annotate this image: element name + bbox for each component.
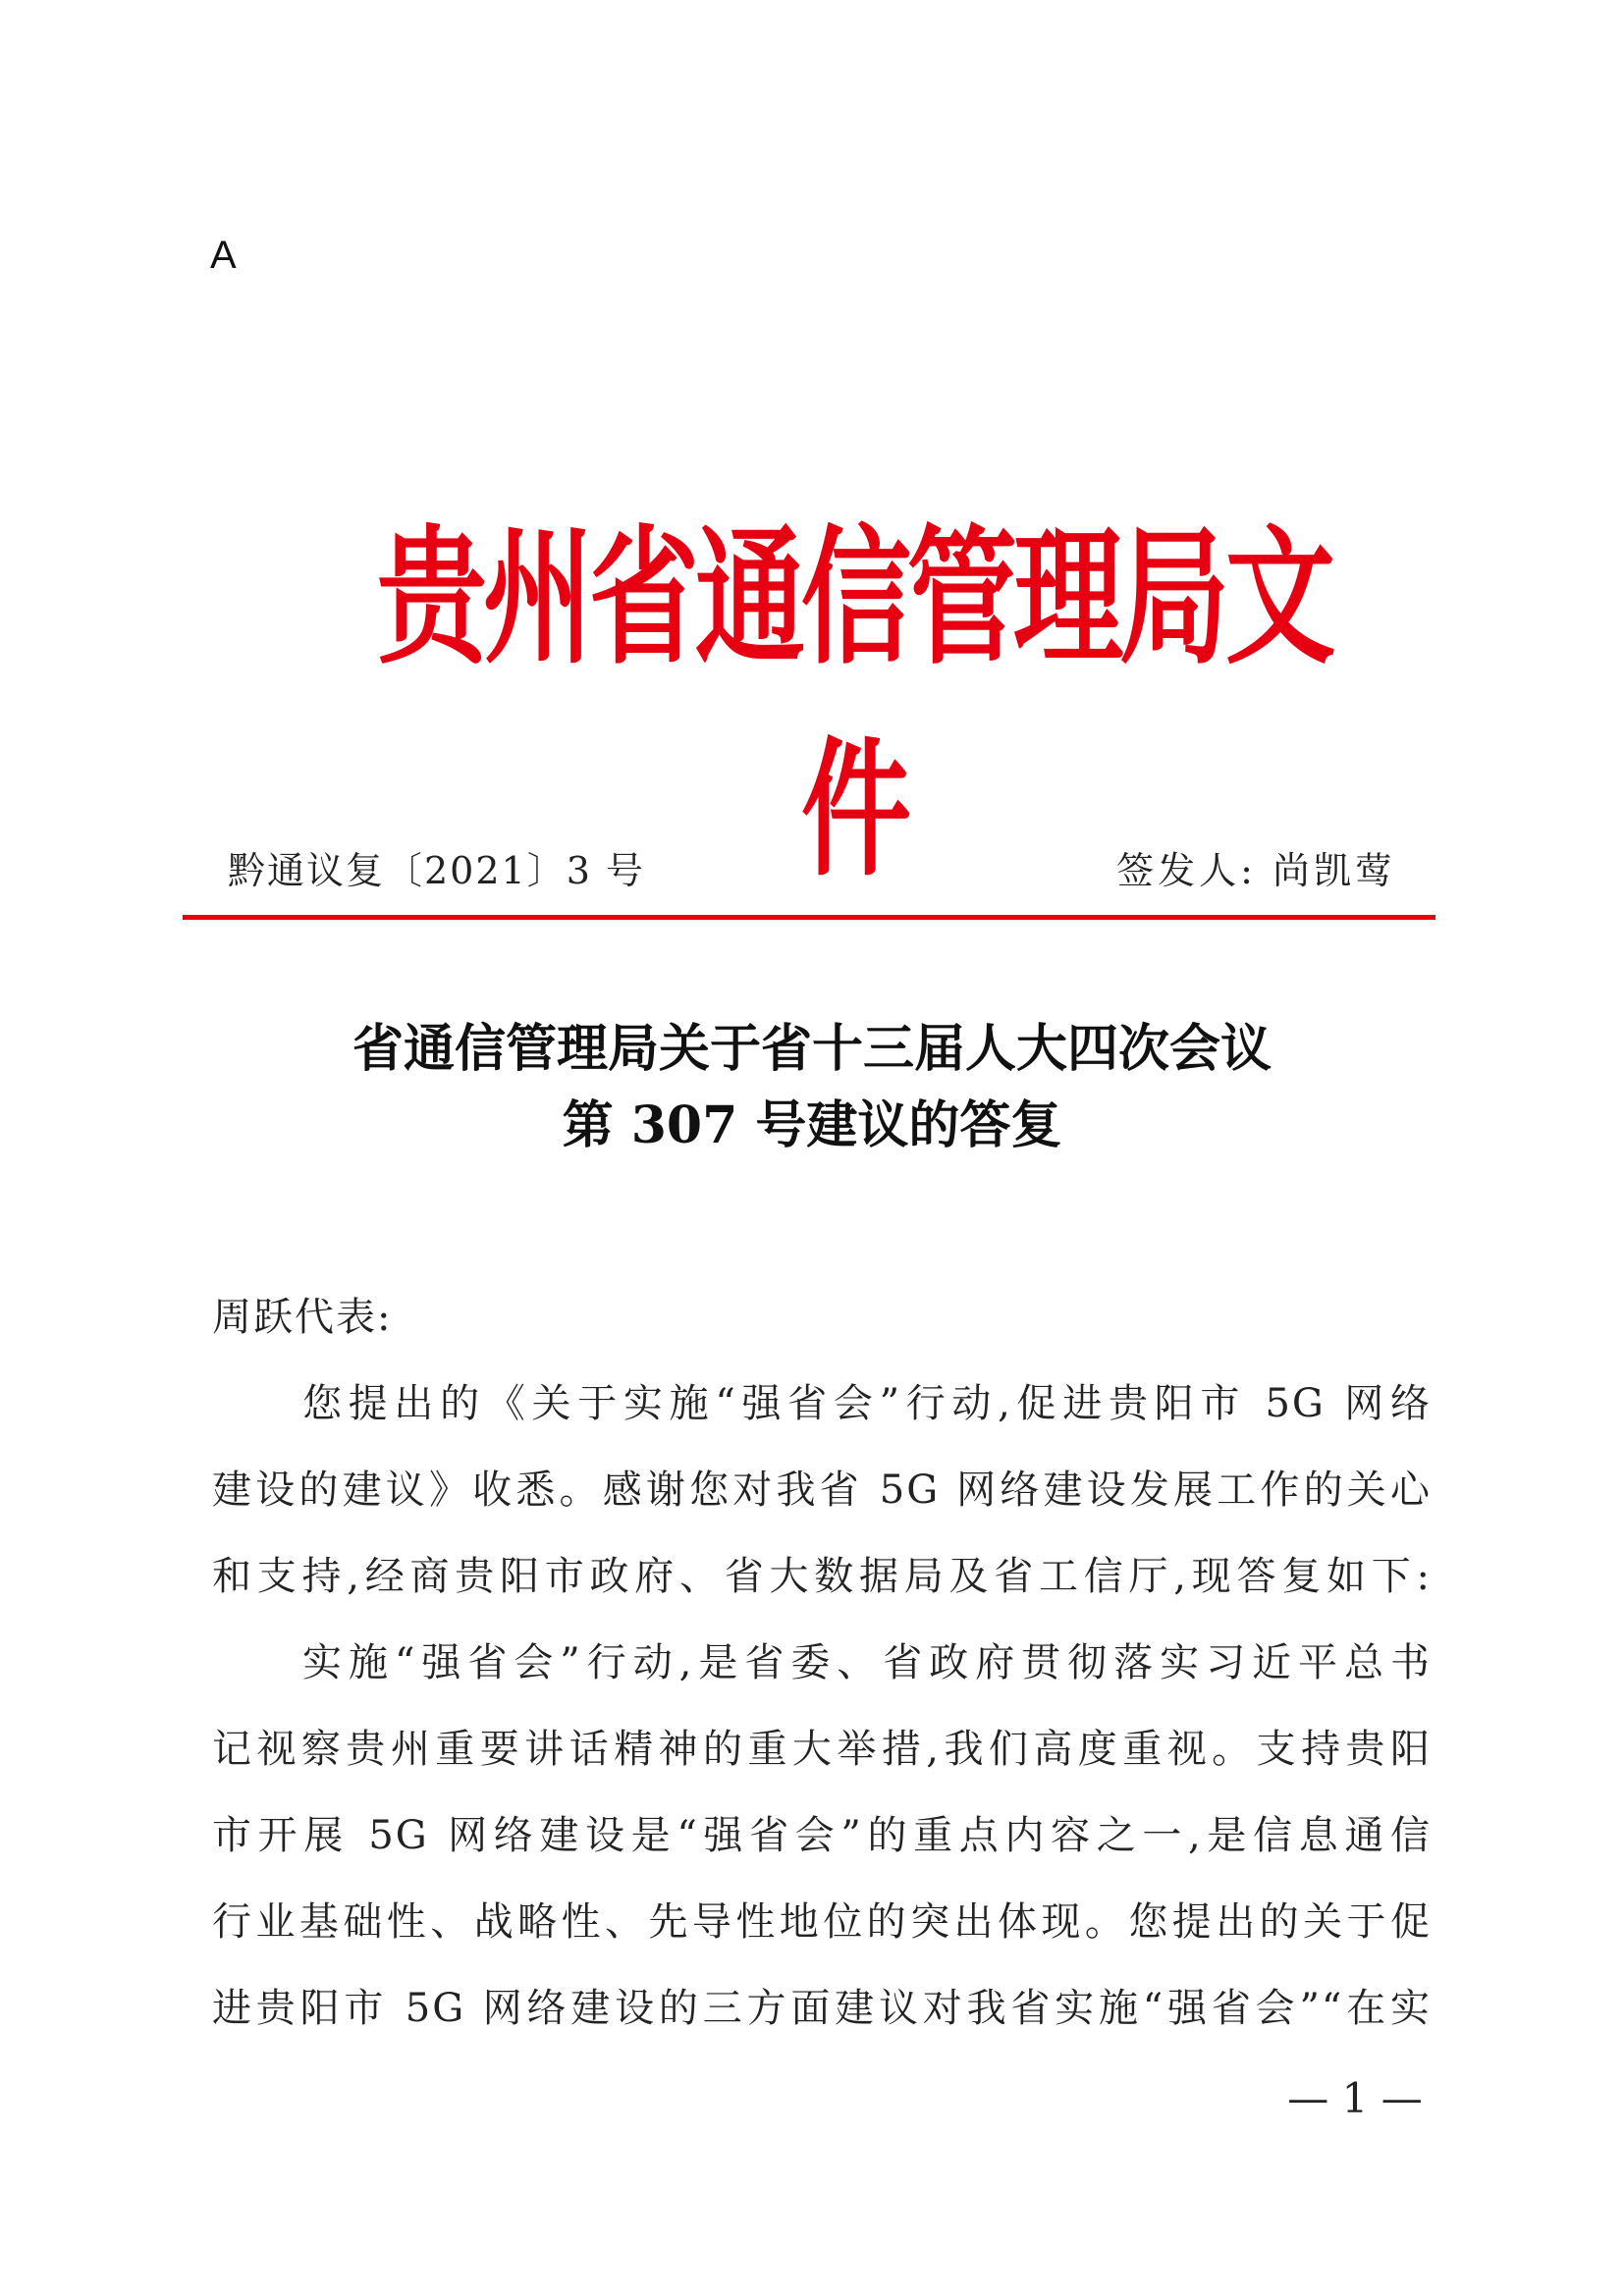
paragraph-1-line: 您提出的《关于实施“强省会”行动,促进贵阳市 5G 网络 [302,1381,1432,1426]
document-title-line-2: 第 307 号建议的答复 [562,1095,1062,1155]
page-number: — 1 — [1287,2074,1423,2122]
paragraph-1-line: 和支持,经商贵阳市政府、省大数据局及省工信厅,现答复如下: [212,1554,1432,1599]
paragraph-2-line: 行业基础性、战略性、先导性地位的突出体现。您提出的关于促 [212,1899,1432,1945]
signer-label: 签发人: [1116,849,1257,892]
document-title-line-1: 省通信管理局关于省十三届人大四次会议 [352,1019,1272,1079]
salutation: 周跃代表: [212,1295,393,1340]
document-title [196,1011,1428,1164]
paragraph-1-line: 建设的建议》收悉。感谢您对我省 5G 网络建设发展工作的关心 [212,1468,1432,1513]
paragraph-1 [212,1361,1432,1620]
document-body [212,1274,1432,2052]
document-number: 黔通议复〔2021〕3 号 [228,849,645,892]
paragraph-2-line: 市开展 5G 网络建设是“强省会”的重点内容之一,是信息通信 [212,1813,1432,1858]
grade-mark: A [210,234,237,277]
paragraph-2-line: 记视察贵州重要讲话精神的重大举措,我们高度重视。支持贵阳 [212,1727,1432,1772]
signer-name: 尚凯莺 [1272,849,1396,892]
issuer-red-title: 贵州省通信管理局文件 [377,512,1331,897]
paragraph-2-line: 进贵阳市 5G 网络建设的三方面建议对我省实施“强省会”“在实 [212,1986,1432,2031]
paragraph-2 [212,1620,1432,2052]
red-separator-line [183,915,1435,920]
document-meta-row [228,841,1396,900]
signer-block [1116,841,1396,900]
paragraph-2-line: 实施“强省会”行动,是省委、省政府贯彻落实习近平总书 [302,1640,1432,1685]
